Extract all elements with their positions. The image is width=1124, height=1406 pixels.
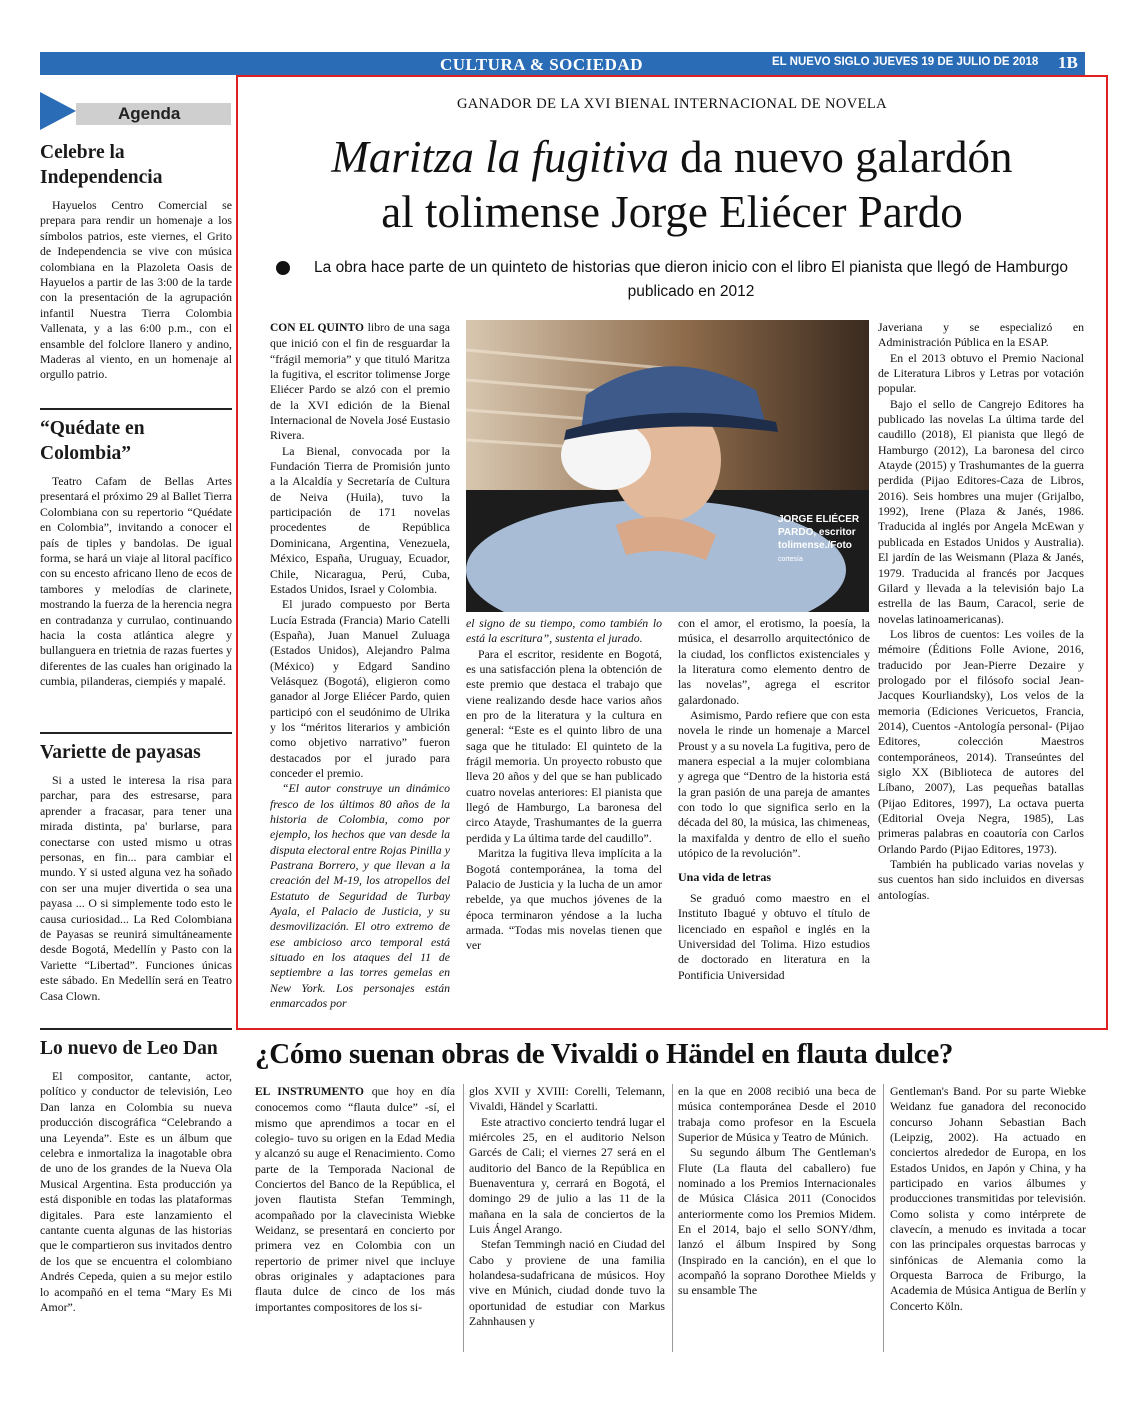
agenda-item-text: Si a usted le interesa la risa para parchar, para des estresarse, para aprender a fracasar, para tener una mirada distinta, pa' burlarse, para conectarse con usted mismo u otras personas, en fin... para cambiar el mundo. Y si usted alguna vez ha soñado con ser una mujer divertida o sea una payasa ... O si simplemente todo esto le causa curiosidad... La Red Colombiana de Payasas se reunirá simultáneamente desde Bogotá, Medellín y Pasto con la Variette “Libertad”. Funciones únicas este sábado. En Medellín será en Teatro Casa Clown. (40, 773, 232, 1003)
paragraph: El jurado compuesto por Berta Lucía Estrada (Francia) Mario Catelli (España), Juan Manuel Zuluaga (Estados Unidos), Alejandro Palma (México) y Edgard Sandino Velásquez (Bogotá), eligieron como ganador al Jorge Eliécer Pardo, quien participó con el seudónimo de Ulrika y los “méritos literarios y ambición como objetivo narrativo” fueron destacados por el jurado para conceder el premio. (270, 597, 450, 780)
paragraph: Asimismo, Pardo refiere que con esta novela le rinde un homenaje a Marcel Proust y a su novela La fugitiva, pero de manera especial a la mujer colombiana y agrega que “Dentro de la historia está la gran pasión de una pareja de amantes con todo lo que significa serlo en la década del 80, la música, las chimeneas, la maxifalda y dentro de ello el sueño utópico de la revolución”. (678, 708, 870, 861)
author-photo (466, 320, 869, 612)
agenda-item-text: El compositor, cantante, actor, político y conductor de televisión, Leo Dan lanza en Colombia su nueva producción discográfica “Celebrando a una Leyenda”. Este es un álbum que celebra e inmortaliza la inagotable obra de uno de los grandes de la Nueva Ola Musical Argentina. Esta producción ya está disponible en todas las plataformas digitales. Para este lanzamiento el cantante cuenta algunas de las historias que le compartieron sus invitados dentro de los que se encuentra el colombiano Andrés Cepeda, quien a su mejor estilo lo acompañó en el tema “Mary Es Mi Amor”. (40, 1069, 232, 1315)
lead-caps: CON EL QUINTO (270, 322, 364, 334)
article-column (255, 1084, 455, 1315)
article-column (469, 1084, 665, 1330)
paragraph: También ha publicado varias novelas y sus cuentos han sido incluidos en diversas antologías. (878, 857, 1084, 902)
article-column (270, 320, 450, 1011)
paragraph: libro de una saga que inició con el fin de resguardar la “frágil memoria” y que tituló Maritza la fugitiva, el escritor tolimense Jorge Eliécer Pardo se alzó con el premio de la XVI edición de la Bienal Internacional de Novela José Eustasio Rivera. (270, 320, 450, 443)
headline-italic: Maritza la fugitiva (331, 132, 669, 182)
headline-line2: al tolimense Jorge Eliécer Pardo (381, 187, 963, 237)
paragraph: con el amor, el erotismo, la poesía, la música, el desarrollo arquitectónico de la ciudad, los conflictos existenciales y la literatura como elemento dentro de las novelas”, agrega el escritor galardonado. (678, 616, 870, 707)
divider (40, 732, 232, 734)
paragraph: Javeriana y se especializó en Administración Pública en la ESAP. (878, 320, 1084, 350)
column-divider (672, 1084, 673, 1352)
agenda-label: Agenda (118, 104, 181, 123)
paragraph: en la que en 2008 recibió una beca de música contemporánea Desde el 2010 trabaja como profesor en la Escuela Superior de Música y Teatro de Múnich. (678, 1084, 876, 1145)
paragraph: Este atractivo concierto tendrá lugar el miércoles 25, en el auditorio Nelson Garcés de Cali; el viernes 27 será en el auditorio del Banco de la República en Buenaventura y, cerrará en Bogotá, el domingo 29 de julio a las 11 de la mañana en la sala de conciertos de la Luis Ángel Arango. (469, 1114, 665, 1237)
headline-part: da nuevo galardón (668, 132, 1013, 182)
paragraph: Gentleman's Band. Por su parte Wiebke Weidanz fue ganadora del reconocido concurso Johann Sebastian Bach (Leipzig, 2002). Ha actuado en conciertos alrededor de Europa, en los Estados Unidos, en Japón y China, y ha participado en varios álbumes y producciones transmitidas por televisión. Como solista y como intérprete de clavecín, a menudo es invitada a tocar con las principales orquestas barrocas y sinfónicas de Alemania como la Orquesta Barroca de Friburgo, la Academia de Música Antigua de Berlín y Concerto Köln. (890, 1084, 1086, 1313)
agenda-item-text: Hayuelos Centro Comercial se prepara para rendir un homenaje a los símbolos patrios, este viernes, el Grito de Independencia se vive con música colombiana en la Plazoleta Oasis de Hayuelos a partir de las 3:00 de la tarde con la presentación de la agrupación infantil Nuestra Tierra Colombia Vallenata, y a las 6:00 p.m., con el ensamble del folclore llanero y andino, Maderas al viento, en un homenaje al orgullo patrio. (40, 198, 232, 382)
paragraph: que hoy en día conocemos como “flauta dulce” -sí, el mismo que aprendimos a tocar en el colegio- tuvo su origen en la Edad Media y alcanzó su auge el Renacimiento. Como parte de la Temporada Nacional de Conciertos del Banco de la República, el joven flautista Stefan Temmingh, acompañado por la clavecinista Wiebke Weidanz, se presentará en concierto por primera vez en Colombia con un repertorio de primer nivel que incluye obras originales y adaptaciones para flauta dulce de cinco de los más importantes compositores de los si- (255, 1084, 455, 1314)
agenda-item (40, 416, 232, 690)
paragraph: En el 2013 obtuvo el Premio Nacional de Literatura Libros y Letras por votación popular. (878, 350, 1084, 396)
paragraph: La Bienal, convocada por la Fundación Tierra de Promisión junto a la Alcaldía y Secretaría de Cultura de Neiva (Huila), tuvo la participación de 171 novelas procedentes de República Dominicana, Argentina, Venezuela, México, España, Uruguay, Ecuador, Chile, Nicaragua, Perú, Cuba, Estados Unidos, Israel y Colombia. (270, 443, 450, 596)
agenda-item-title: Variette de payasas (40, 742, 201, 763)
section-title: CULTURA & SOCIEDAD (440, 55, 643, 74)
article-kicker: GANADOR DE LA XVI BIENAL INTERNACIONAL DE NOVELA (456, 96, 888, 112)
article-headline (236, 130, 1108, 240)
agenda-item (40, 740, 232, 1004)
agenda-item (40, 1036, 232, 1316)
article-subhead: La obra hace parte de un quinteto de historias que dieron inicio con el libro El pianista que llegó de Hamburgo publicado en 2012 (314, 259, 1068, 300)
divider (40, 1028, 232, 1030)
column-divider (883, 1084, 884, 1352)
paragraph: Para el escritor, residente en Bogotá, es una satisfacción plena la obtención de este premio que destaca el trabajo que viene realizando desde hace varios años en pro de la literatura y la cultura en general: “Este es el quinto libro de una saga que he titulado: El quinteto de la frágil memoria. Un proyecto robusto que lleva 20 años y del que se han publicado cuatro novelas anteriores: El pianista que llegó de Hamburgo, La baronesa del circo Atayde, Trashumantes de la guerra perdida y La última tarde del caudillo”. (466, 646, 662, 845)
divider (40, 408, 232, 410)
agenda-item-title: Celebre la Independencia (40, 142, 163, 188)
paragraph: Maritza la fugitiva lleva implícita a la Bogotá contemporánea, la toma del Palacio de Justicia y la lucha de un amor rebelde, ya que muchos jóvenes de la época terminaron yéndose a la lucha armada. “Todas mis novelas tienen que ver (466, 846, 662, 953)
agenda-item (40, 140, 232, 383)
agenda-item-title: Lo nuevo de Leo Dan (40, 1038, 218, 1059)
subheading: Una vida de letras (678, 869, 771, 884)
second-headline: ¿Cómo suenan obras de Vivaldi o Händel en flauta dulce? (255, 1038, 954, 1070)
agenda-item-title: “Quédate en Colombia” (40, 418, 145, 464)
paragraph: el signo de su tiempo, como también lo está la escritura”, sustenta el jurado. (466, 616, 662, 646)
caption-credit: cortesía (778, 556, 803, 563)
paragraph: glos XVII y XVIII: Corelli, Telemann, Vivaldi, Händel y Scarlatti. (469, 1084, 665, 1114)
article-column (678, 1084, 876, 1299)
photo-caption (778, 513, 868, 566)
paragraph: Los libros de cuentos: Les voiles de la mémoire (Éditions Folle Avione, 2016, traducido por Jean-Pierre Dezaire y prologado por el filósofo social Jean-Jacques Kourliandsky), Los velos de la memoria (Ediciones Vericuetos, Francia, 2014), Cuentos -Antología personal- (Pijao Editores, colección Maestros contemporáneos, 2014). Transeúntes del siglo XX (Biblioteca de autores del Líbano, 2007), Las pequeñas batallas (Pijao Editores, 1997), La octava puerta (Editorial Oveja Negra, 1985), Las primeras palabras en coautoría con Carlos Orlando Pardo (Pijao Editores, 1973). (878, 626, 1084, 856)
paragraph: “El autor construye un dinámico fresco de los últimos 80 años de la historia de Colombia, como por ejemplo, los hechos que van desde la disputa electoral entre Rojas Pinilla y Pastrana Borrero, y que llevan a la creación del M-19, los atropellos del Estatuto de Seguridad de Turbay Ayala, el Palacio de Justicia, y su desmovilización. El otro extremo de ese ambicioso arco temporal está situado en los ataques del 11 de septiembre a las torres gemelas en New York. Los personajes están enmarcados por (270, 781, 450, 1011)
paragraph: Se graduó como maestro en el Instituto Ibagué y obtuvo el título de licenciado en español e inglés en la Universidad del Tolima. Hizo estudios de doctorado en literatura en la Pontificia Universidad (678, 890, 870, 982)
article-column (890, 1084, 1086, 1314)
lead-caps: EL INSTRUMENTO (255, 1086, 365, 1098)
page-number: 1B (1058, 53, 1078, 72)
paragraph: Su segundo álbum The Gentleman's Flute (La flauta del caballero) fue nominado a los Premios Internacionales de Música Clásica 2011 (Conocidos anteriormente como los Premios Midem. En el 2014, bajo el sello SONY/dhm, lanzó el álbum Inspired by Song (Inspirado en la canción), en el que lo acompañó la soprano Dorothee Mields y su ensamble The (678, 1145, 876, 1298)
paragraph: Stefan Temmingh nació en Ciudad del Cabo y proviene de una familia holandesa-sudafricana de músicos. Hoy vive en Múnich, ciudad donde tuvo la oportunidad de estudiar con Markus Zahnhausen y (469, 1237, 665, 1329)
agenda-item-text: Teatro Cafam de Bellas Artes presentará el próximo 29 al Ballet Tierra Colombiana con su repertorio “Quédate en Colombia”, invitando a conocer el país de tiples y bandolas. De igual forma, se hará un viaje al litoral pacífico con su encesto africano lleno de ecos de tambores y melodías de clarinete, mostrando la fuerza de la herencia negra en contradanza y currulao, continuando hacia la costa atlántica alegre y bullanguera en trietnia de razas fuertes y diferentes de las cuales han originado la cumbia, pilanderas, ciempiés y mapalé. (40, 474, 232, 689)
article-column (678, 616, 870, 983)
caption-text: JORGE ELIÉCER PARDO, escritor tolimense./Foto (778, 514, 860, 551)
article-column (878, 320, 1084, 903)
column-divider (463, 1084, 464, 1352)
paragraph: Bajo el sello de Cangrejo Editores ha publicado las novelas La última tarde del caudillo (2018), El pianista que llegó de Hamburgo (2012), La baronesa del circo Atayde (2015) y Trashumantes de la guerra perdida (Pijao Editores-Caza de Libros, 2016). Seis hombres una mujer (Grijalbo, 1992), Irene (Plaza & Janés, 1986. Traducida al inglés por Angela McEwan y publicada en Estados Unidos y Australia). El jardín de las Weismann (Plaza & Janés, 1979. Traducida al francés por Jacques Gilard y llevada a la televisión bajo La estrella de las Baum, Caracol, serie de novelas latinoamericanas). (878, 396, 1084, 626)
article-column (466, 616, 662, 954)
arrow-icon (40, 92, 76, 130)
publication-date: EL NUEVO SIGLO JUEVES 19 DE JULIO DE 2018 (772, 56, 1039, 68)
